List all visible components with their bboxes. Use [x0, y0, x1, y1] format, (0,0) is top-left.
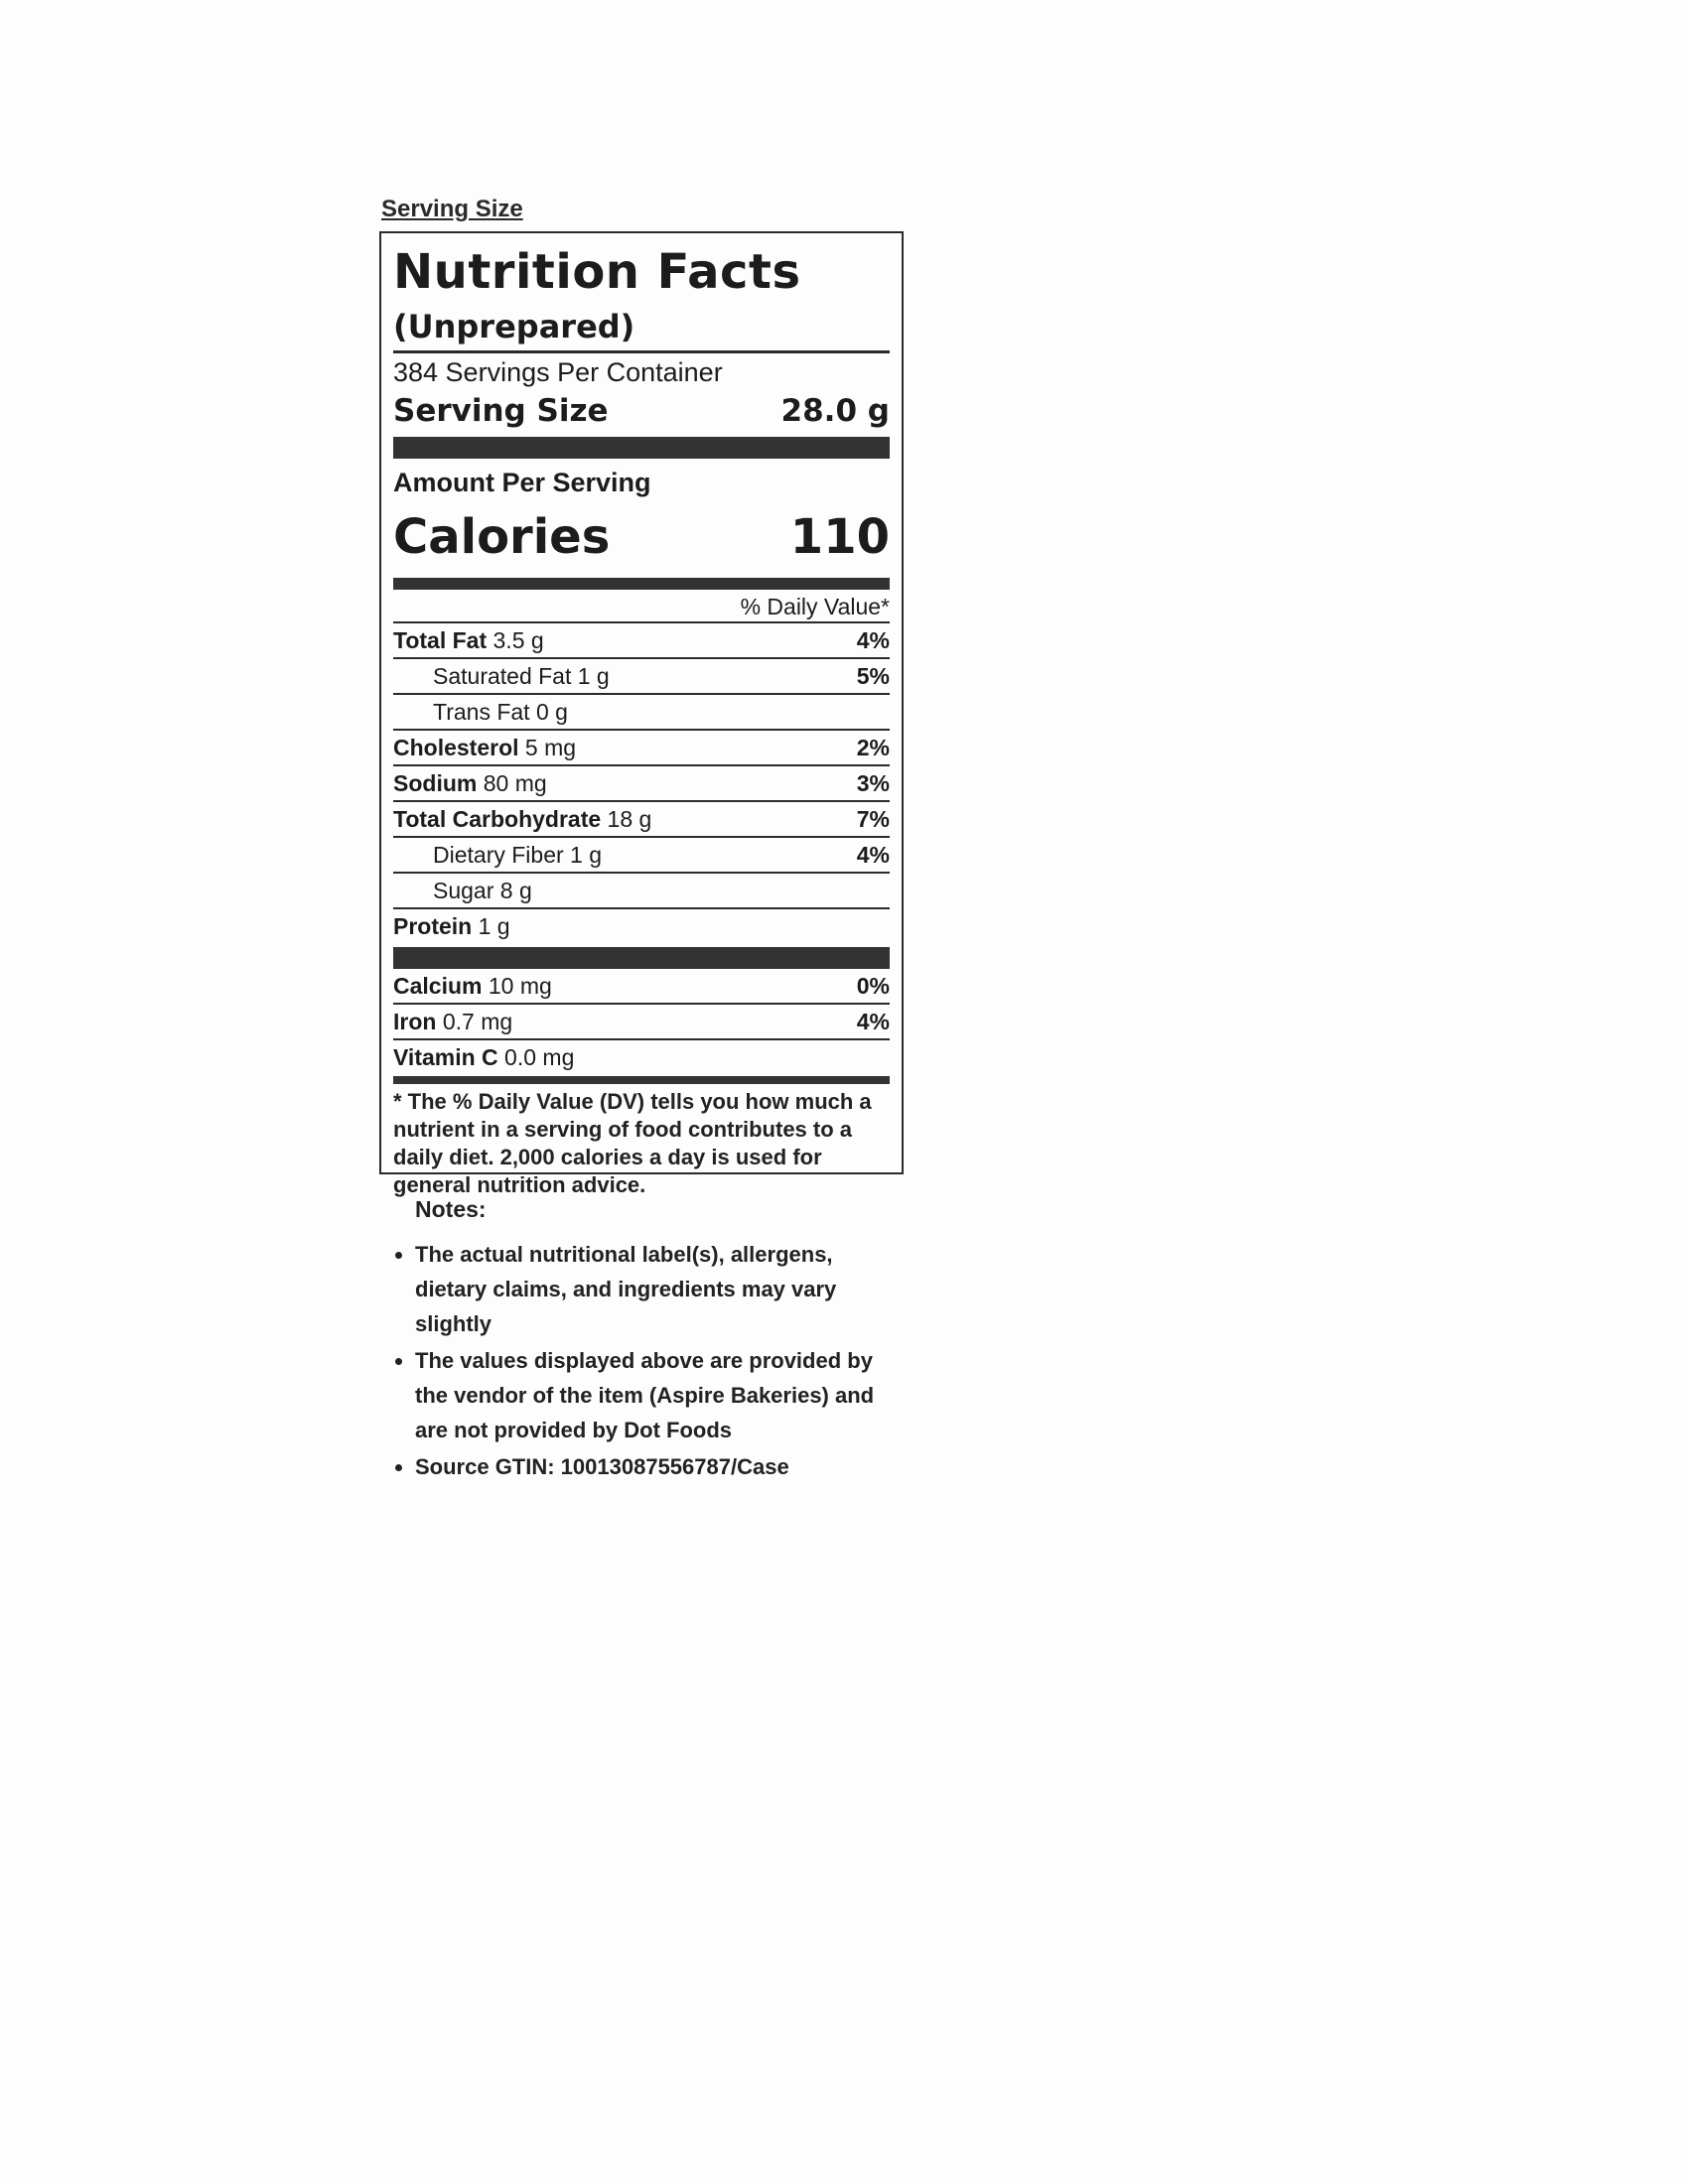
mineral-name: Iron: [393, 1009, 437, 1034]
nutrient-name: Protein: [393, 913, 473, 939]
notes-list: [385, 1237, 902, 1484]
nutrient-row: [393, 802, 890, 838]
nutrition-facts-label: [379, 231, 904, 1197]
mineral-row: [393, 1040, 890, 1074]
serving-size-label: Serving Size: [393, 393, 609, 429]
amount-per-serving: Amount Per Serving: [393, 468, 651, 497]
serving-size-value: 28.0 g: [780, 393, 890, 429]
serving-size-heading: Serving Size: [381, 196, 523, 222]
mineral-row: [393, 1005, 890, 1040]
serving-size-row: [393, 389, 890, 433]
nutrient-row: [393, 731, 890, 766]
note-item: • The actual nutritional label(s), allergens, dietary claims, and ingredients may vary slightly: [415, 1237, 902, 1341]
nutrient-amount: 0 g: [535, 699, 568, 725]
mineral-dv: 4%: [856, 1009, 890, 1034]
nutrient-name: Total Fat: [393, 627, 488, 653]
mineral-amount: 10 mg: [488, 973, 552, 999]
mineral-row: [393, 969, 890, 1005]
nutrient-amount: 1 g: [577, 663, 610, 689]
label-subtitle: (Unprepared): [393, 307, 890, 353]
mineral-dv: 0%: [856, 973, 890, 999]
nutrient-name: Sugar: [433, 878, 494, 903]
mineral-amount: 0.0 mg: [504, 1044, 575, 1070]
notes-title: Notes:: [415, 1196, 487, 1222]
nutrient-name: Dietary Fiber: [433, 842, 564, 868]
nutrient-row: [393, 766, 890, 802]
servings-per-container: 384 Servings Per Container: [393, 357, 723, 387]
nutrient-dv: 4%: [856, 842, 890, 868]
nutrient-amount: 80 mg: [483, 770, 547, 796]
note-item: • The values displayed above are provided by the vendor of the item (Aspire Bakeries) and are not provided by Dot Foods: [415, 1343, 902, 1447]
footer-divider: [393, 1076, 890, 1084]
nutrient-dv: 3%: [856, 770, 890, 796]
nutrient-row: [393, 659, 890, 695]
mineral-name: Vitamin C: [393, 1044, 498, 1070]
calories-row: [393, 504, 890, 570]
nutrient-amount: 5 mg: [524, 735, 577, 760]
medium-divider: [393, 578, 890, 590]
thick-divider: [393, 947, 890, 969]
nutrient-row: [393, 909, 890, 943]
nutrient-amount: 18 g: [607, 806, 652, 832]
calories-value: 110: [789, 509, 890, 565]
nutrient-amount: 1 g: [570, 842, 603, 868]
nutrient-dv: 7%: [856, 806, 890, 832]
daily-value-header: % Daily Value*: [393, 592, 890, 623]
notes-section: [385, 1196, 902, 1486]
nutrient-row: [393, 623, 890, 659]
calories-label: Calories: [393, 509, 611, 565]
nutrient-name: Total Carbohydrate: [393, 806, 602, 832]
nutrient-row: [393, 838, 890, 874]
nutrient-name: Cholesterol: [393, 735, 519, 760]
nutrient-row: [393, 695, 890, 731]
nutrient-dv: 2%: [856, 735, 890, 760]
nutrient-name: Saturated Fat: [433, 663, 572, 689]
note-item: • Source GTIN: 10013087556787/Case: [415, 1449, 902, 1484]
daily-value-footnote: * The % Daily Value (DV) tells you how much a nutrient in a serving of food contributes to a daily diet. 2,000 calories a day is used for general nutrition advice.: [393, 1089, 872, 1197]
mineral-name: Calcium: [393, 973, 483, 999]
nutrient-amount: 8 g: [499, 878, 532, 903]
thick-divider: [393, 437, 890, 459]
label-title: Nutrition Facts: [393, 244, 801, 300]
mineral-amount: 0.7 mg: [442, 1009, 513, 1034]
nutrient-amount: 3.5 g: [492, 627, 544, 653]
nutrient-name: Sodium: [393, 770, 478, 796]
nutrient-amount: 1 g: [478, 913, 510, 939]
nutrient-row: [393, 874, 890, 909]
nutrient-dv: 4%: [856, 627, 890, 653]
nutrient-dv: 5%: [856, 663, 890, 689]
nutrient-name: Trans Fat: [433, 699, 530, 725]
